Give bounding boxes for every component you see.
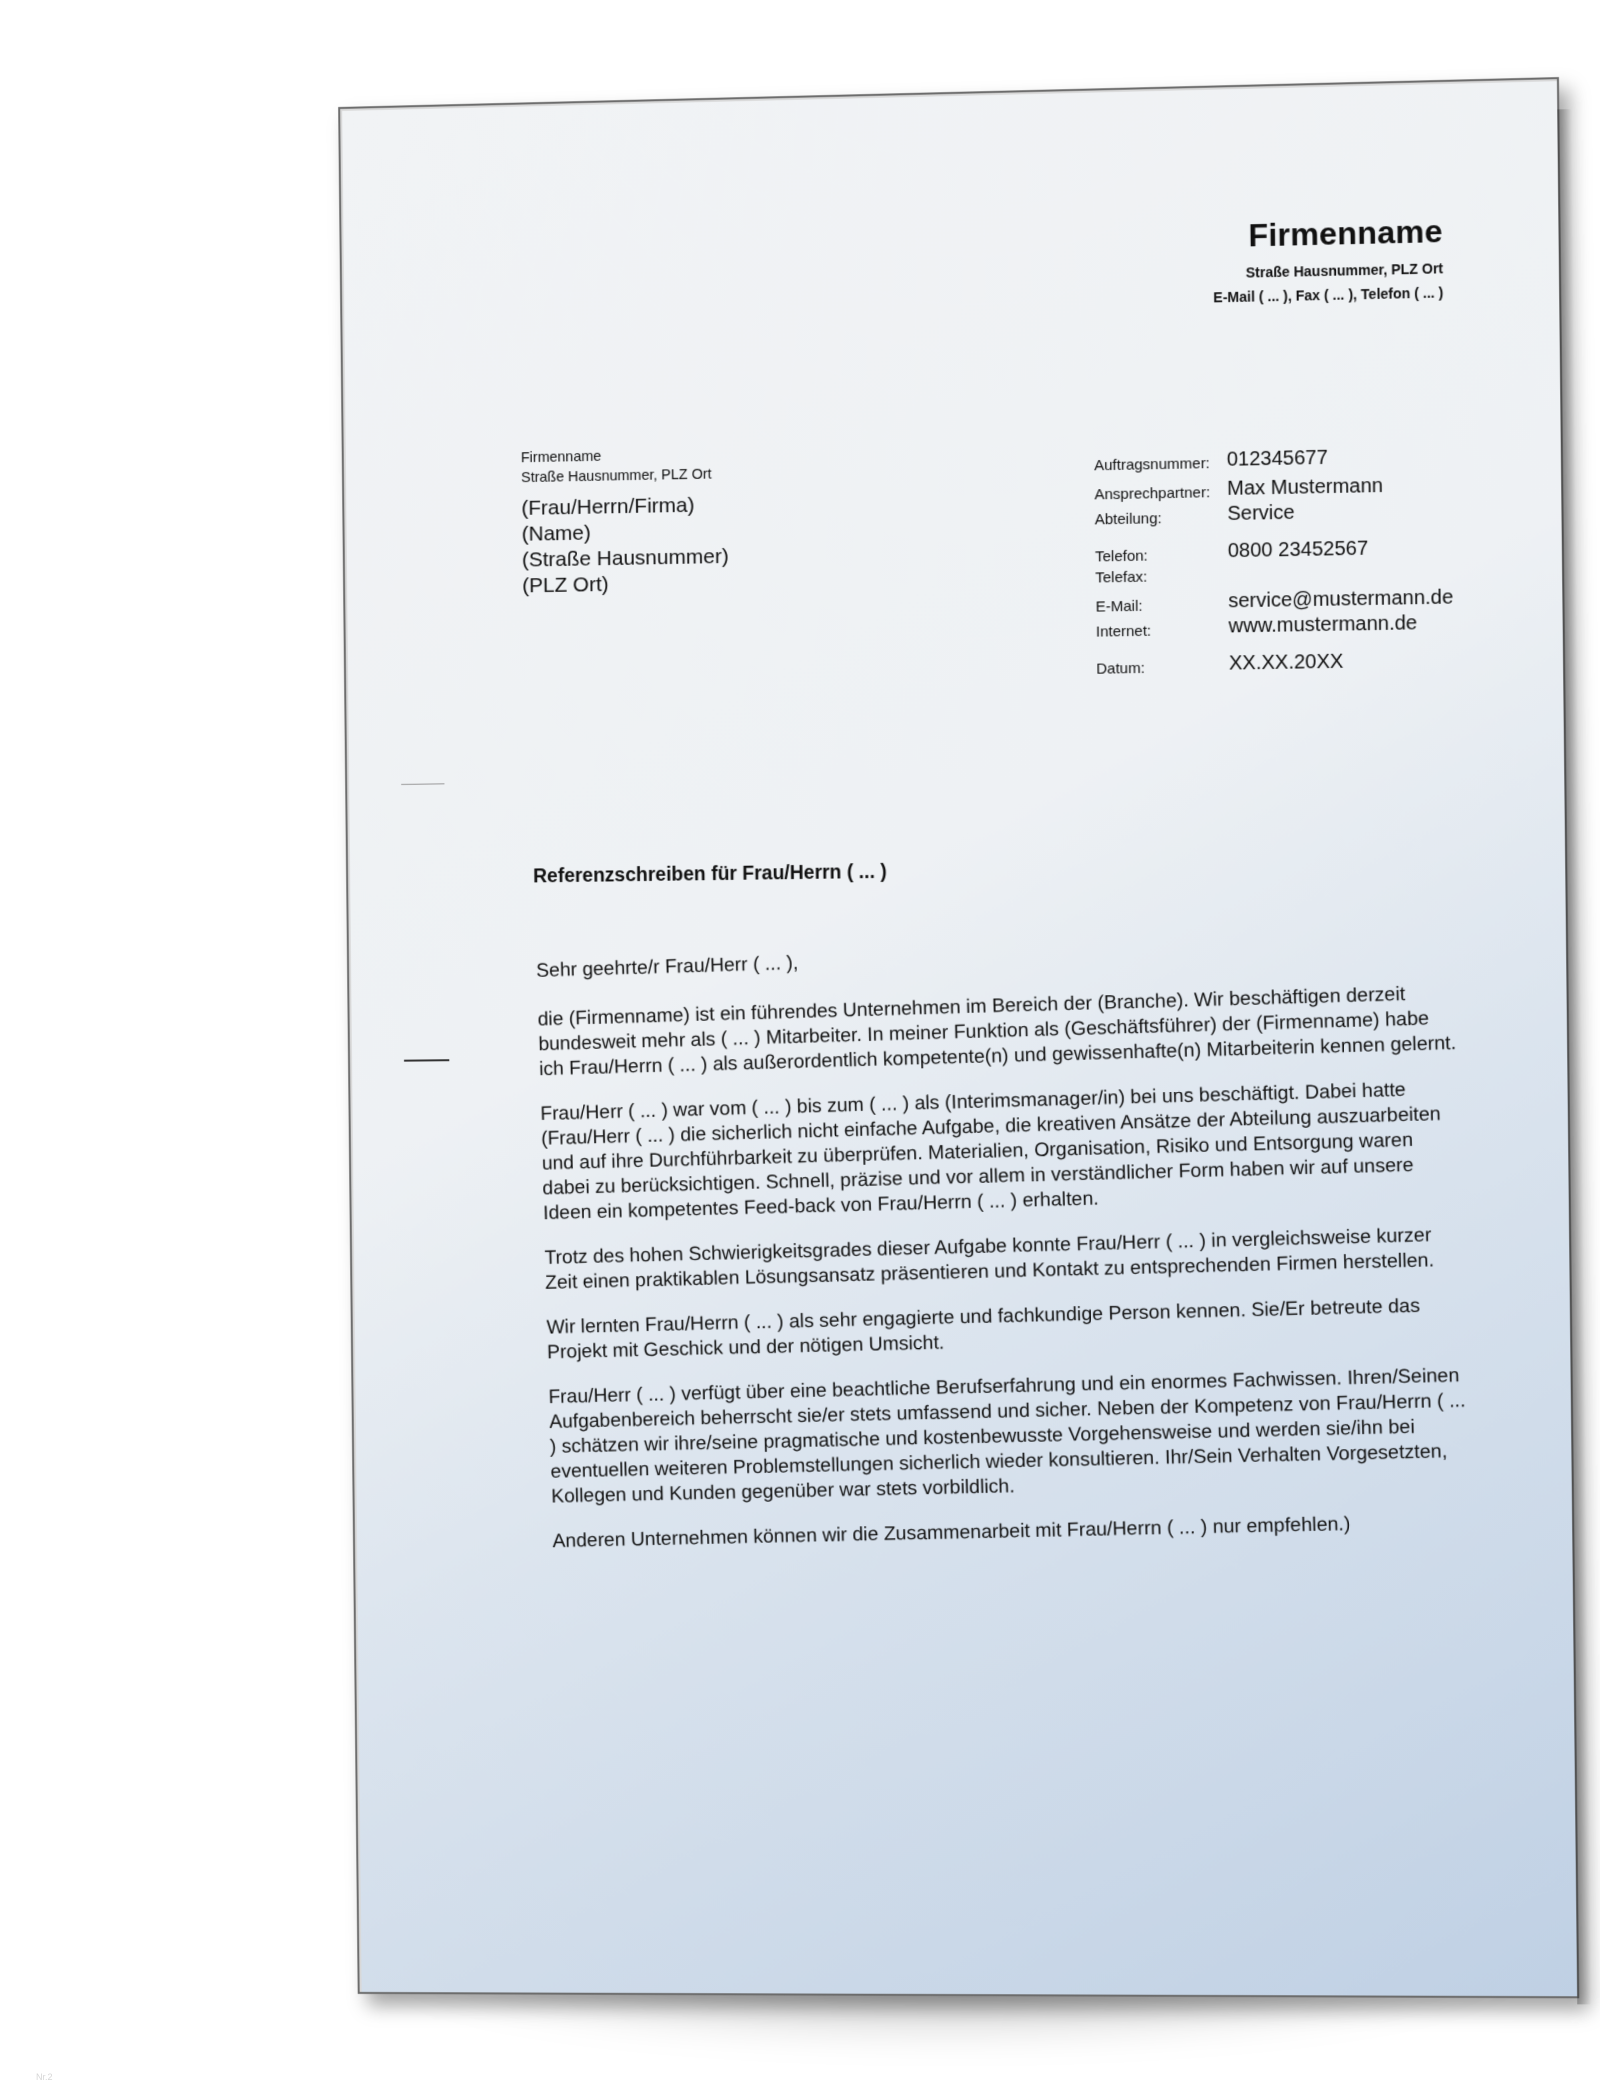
body-paragraph: Anderen Unternehmen können wir die Zusammenarbeit mit Frau/Herrn ( ... ) nur empfehlen.)	[552, 1512, 1351, 1553]
body-paragraph: die (Firmenname) ist ein führendes Unternehmen im Bereich der (Branche). Wir beschäftigen derzeit bundesweit mehr als ( ... ) Mitarbeiter. In meiner Funktion als (Geschäftsführer) der (Firmenname) habe ich Frau/Herrn ( ... ) als außerordentlich kompetente(n) und gewissenhafte(n) Mitarbeiterin kennen gelernt.	[537, 982, 1457, 1081]
info-value: XX.XX.20XX	[1228, 650, 1344, 675]
recipient-line-2: (Name)	[521, 521, 591, 546]
info-label: Telefon:	[1095, 547, 1148, 566]
info-value: Service	[1227, 501, 1295, 526]
body-paragraph: Frau/Herr ( ... ) war vom ( ... ) bis zum ( ... ) als (Interimsmanager/in) bei uns beschäftigt. Dabei hatte (Frau/Herr ( ... ) die sicherlich nicht einfache Aufgabe, die kreativen Ansätze der Abteilung auszuarbeiten und auf ihre Durchführbarkeit zu überprüfen. Materialien, Organisation, Risiko und Entsorgung waren dabei zu berücksichtigen. Schnell, präzise und vor allem in verständlicher Form haben wir auf unsere Ideen ein kompetentes Feed-back von Frau/Herrn ( ... ) erhalten.	[540, 1078, 1442, 1225]
recipient-block	[521, 492, 729, 599]
greeting: Sehr geehrte/r Frau/Herr ( ... ),	[536, 951, 799, 982]
info-label: Telefax:	[1095, 568, 1148, 587]
recipient-line-1: (Frau/Herrn/Firma)	[521, 493, 695, 520]
info-row	[1095, 580, 1453, 615]
info-value: service@mustermann.de	[1228, 586, 1454, 613]
info-block	[1094, 444, 1454, 677]
info-label: Auftragsnummer:	[1094, 455, 1210, 475]
corner-mark: Nr.2	[36, 2072, 53, 2082]
letterhead	[1213, 213, 1444, 306]
info-value: 012345677	[1226, 446, 1328, 471]
fold-mark	[401, 783, 444, 785]
letter-body	[536, 931, 1474, 1574]
info-value: 0800 23452567	[1227, 537, 1369, 563]
letterhead-address: Straße Hausnummer, PLZ Ort	[1245, 260, 1444, 281]
sender-line	[521, 445, 602, 470]
recipient-line-3: (Straße Hausnummer)	[521, 544, 729, 572]
info-label: E-Mail:	[1095, 597, 1143, 616]
info-label: Ansprechpartner:	[1094, 484, 1211, 504]
punch-mark	[404, 1059, 449, 1061]
sender-company: Firmenname	[520, 448, 602, 467]
sender-address: Straße Hausnummer, PLZ Ort	[521, 466, 712, 487]
body-paragraph: Wir lernten Frau/Herrn ( ... ) als sehr engagierte und fachkundige Person kennen. Sie/Er betreute das Projekt mit Geschick und der nötigen Umsicht.	[546, 1294, 1421, 1364]
info-row	[1095, 522, 1453, 566]
body-paragraph: Trotz des hohen Schwierigkeitsgrades dieser Aufgabe konnte Frau/Herr ( ... ) in vergleichsweise kurzer Zeit einen praktikablen Lösungsansatz präsentieren und Kontakt zu entsprechenden Firmen herstellen.	[544, 1223, 1435, 1294]
info-row	[1096, 635, 1454, 678]
letterhead-contact: E-Mail ( ... ), Fax ( ... ), Telefon ( ... )	[1213, 284, 1444, 306]
info-label: Abteilung:	[1094, 510, 1162, 529]
info-label: Internet:	[1095, 622, 1152, 641]
subject-line: Referenzschreiben für Frau/Herrn ( ... )	[533, 860, 887, 888]
body-paragraph: Frau/Herr ( ... ) verfügt über eine beachtliche Berufserfahrung und ein enormes Fachwissen. Ihren/Seinen Aufgabenbereich beherrscht sie/er stets umfassend und sicher. Neben der Kompetenz von Frau/Herrn ( ... ) schätzen wir ihre/seine pragmatische und kostenbewusste Vorgehensweise und werden sie/ihn bei eventuellen weiteren Problemstellungen sicherlich wieder konsultieren. Ihr/Sein Verhalten Vorgesetzten, Kollegen und Kunden gegenüber war stets vorbildlich.	[548, 1364, 1466, 1508]
info-value: www.mustermann.de	[1228, 612, 1418, 638]
letterhead-company: Firmenname	[1248, 212, 1443, 254]
info-table	[1094, 444, 1454, 677]
recipient-line-4: (PLZ Ort)	[522, 573, 609, 598]
info-value: Max Mustermann	[1227, 474, 1384, 500]
document-page	[338, 77, 1579, 1998]
info-label: Datum:	[1096, 659, 1145, 678]
